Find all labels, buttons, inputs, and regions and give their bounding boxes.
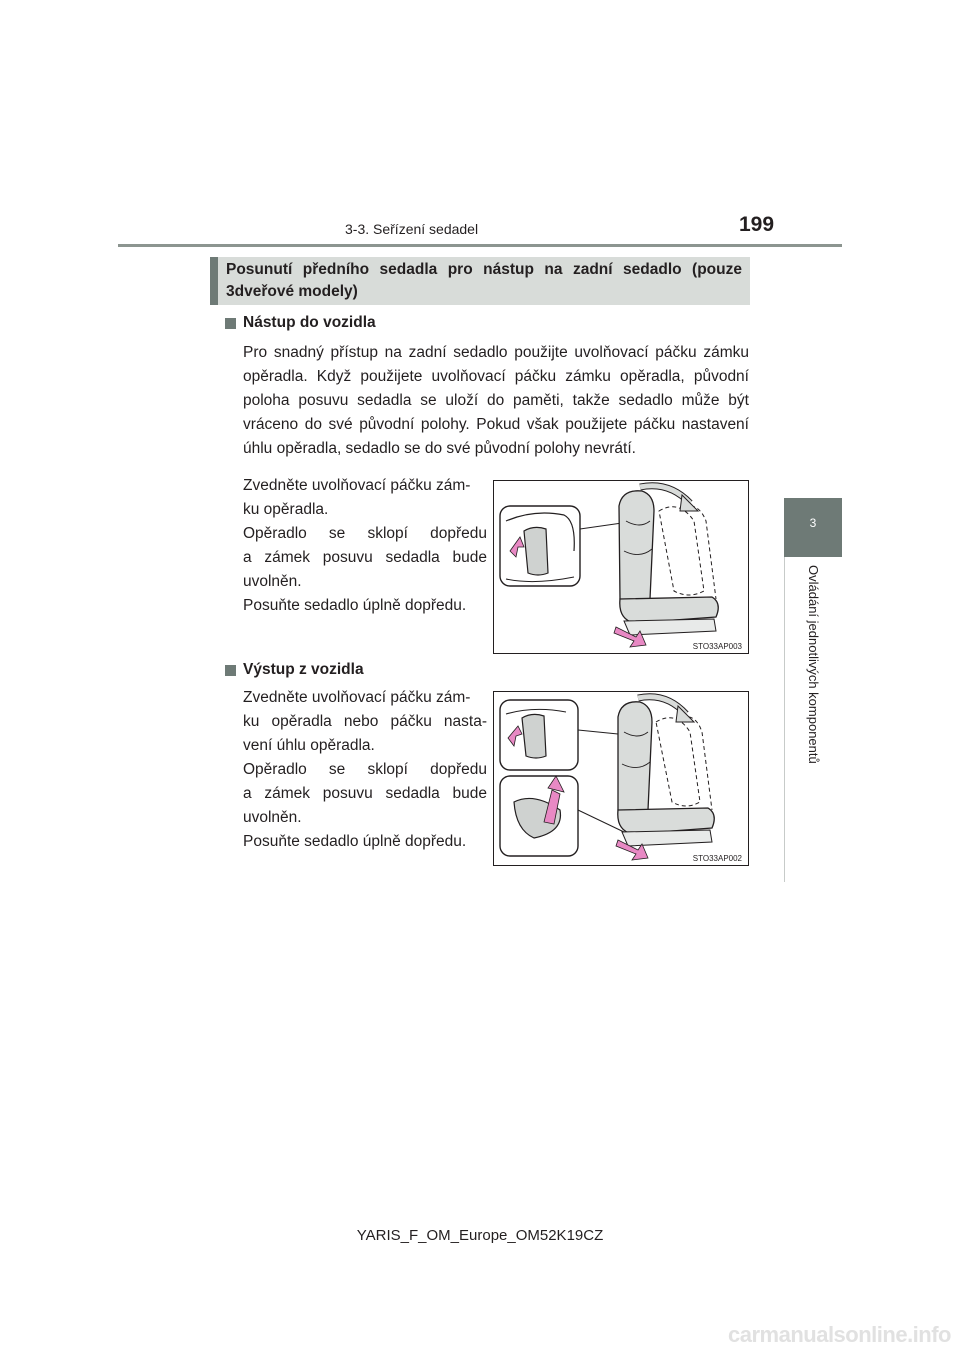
entry-intro-paragraph: Pro snadný přístup na zadní sedadlo použijte uvolňovací páčku zámku opěradla. Když použijete uvolňovací páčku zámku opěradla, původní poloha posuvu sedadla se uloží do paměti, takže sedadlo může být vráceno do své původní polohy. Pokud však použijete páčku nastavení úhlu opěradla, sedadlo se do své původní polohy nevrátí. xyxy=(243,344,749,457)
entry-line: uvolněn. xyxy=(243,573,302,590)
entry-line: Opěradlo se sklopí dopředu xyxy=(243,525,487,542)
exit-line: vení úhlu opěradla. xyxy=(243,737,375,754)
running-header-section: 3-3. Seřízení sedadel xyxy=(345,221,479,237)
section-heading-box xyxy=(210,257,750,305)
seat-lever-illustration xyxy=(493,480,749,654)
watermark[interactable]: carmanualsonline.info xyxy=(728,1322,951,1347)
exit-line: Opěradlo se sklopí dopředu xyxy=(243,761,487,778)
entry-line: ku opěradla. xyxy=(243,501,329,518)
entry-instructions xyxy=(243,474,487,618)
chapter-title: Ovládání jednotlivých komponentů xyxy=(806,565,821,764)
exit-instructions xyxy=(243,686,487,854)
exit-line: Zvedněte uvolňovací páčku zám- xyxy=(243,689,471,706)
chapter-tab xyxy=(784,498,842,557)
seat-entry-drawing xyxy=(494,481,748,653)
figure-code: STO33AP003 xyxy=(692,642,742,651)
subheading-exit: Výstup z vozidla xyxy=(243,661,364,678)
subheading-entry: Nástup do vozidla xyxy=(243,314,376,331)
entry-line: Zvedněte uvolňovací páčku zám- xyxy=(243,477,471,494)
section-accent xyxy=(210,257,218,305)
exit-line: uvolněn. xyxy=(243,809,302,826)
seat-exit-drawing xyxy=(494,692,748,865)
figure-code: STO33AP002 xyxy=(692,854,742,863)
exit-line: a zámek posuvu sedadla bude xyxy=(243,785,487,802)
header-rule xyxy=(118,244,842,247)
entry-line: a zámek posuvu sedadla bude xyxy=(243,549,487,566)
section-title: Posunutí předního sedadla pro nástup na zadní sedadlo (pouze 3dveřové modely) xyxy=(226,261,742,300)
square-bullet-icon xyxy=(225,665,236,676)
seat-exit-illustration xyxy=(493,691,749,866)
exit-line: ku opěradla nebo páčku nasta- xyxy=(243,713,487,730)
exit-line: Posuňte sedadlo úplně dopředu. xyxy=(243,833,467,850)
entry-line: Posuňte sedadlo úplně dopředu. xyxy=(243,597,467,614)
page-number: 199 xyxy=(739,213,775,236)
chapter-number: 3 xyxy=(809,516,817,530)
square-bullet-icon xyxy=(225,318,236,329)
footer-document-id: YARIS_F_OM_Europe_OM52K19CZ xyxy=(356,1227,604,1244)
